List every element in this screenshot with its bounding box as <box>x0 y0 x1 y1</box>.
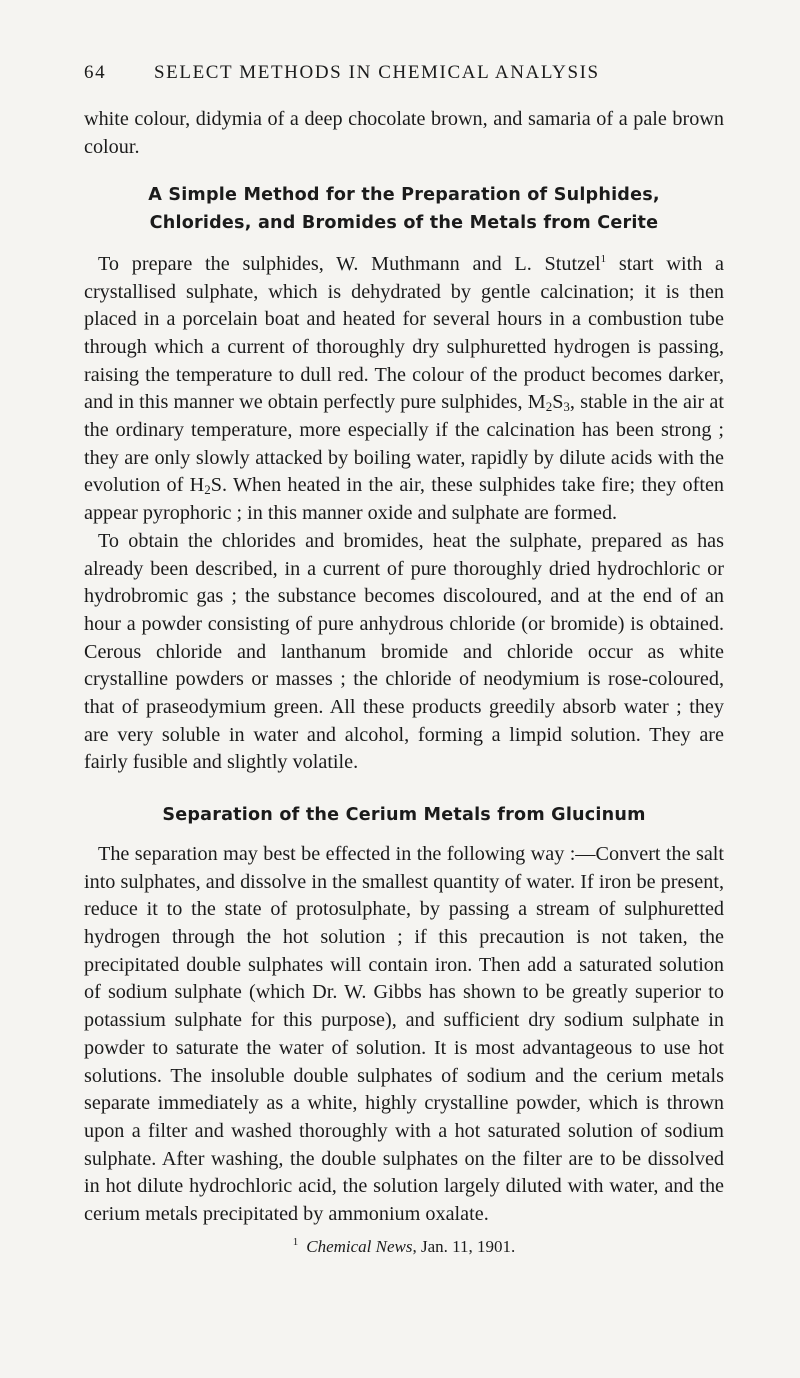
text-run: S. When heated in the air, these sulphides take fire; they often appear pyrophoric ; in this manner oxide and sulphate are formed. <box>84 474 724 525</box>
footnote <box>84 1231 724 1258</box>
section-heading-glucinum: Separation of the Cerium Metals from Glucinum <box>162 805 646 826</box>
intro-paragraph: white colour, didymia of a deep chocolate brown, and samaria of a pale brown colour. <box>84 108 724 158</box>
paragraph-chlorides: To obtain the chlorides and bromides, heat the sulphate, prepared as has already been described, in a current of pure thoroughly dried hydrochloric or hydrobromic gas ; the substance becomes discoloured, and at the end of an hour a powder consisting of pure anhydrous chloride (or bromide) is obtained. Cerous chloride and lanthanum bromide and chloride occur as white crystalline powders or masses ; the chloride of neodymium is rose-coloured, that of praseodymium green. All these products greedily absorb water ; they are very soluble in water and alcohol, forming a limpid solution. They are fairly fusible and slightly volatile. <box>84 529 724 774</box>
text-run: S <box>552 391 564 414</box>
subscript: 3 <box>563 399 570 415</box>
footnote-mark: 1 <box>292 1235 299 1248</box>
text-run: , stable in the air at the ordinary temperature, more especially if the calcination has been strong ; they are only slowly attacked by boiling water, rapidly by dilute acids with the evolution of H <box>84 391 724 497</box>
text-run: To prepare the sulphides, W. Muthmann and L. Stutzel <box>98 252 601 275</box>
subscript: 2 <box>204 482 211 498</box>
section-heading-sulphides <box>84 182 724 237</box>
section-heading-line-2: Chlorides, and Bromides of the Metals from Cerite <box>149 213 659 234</box>
section-heading-line-1: A Simple Method for the Preparation of Sulphides, <box>148 185 660 206</box>
running-head-title: SELECT METHODS IN CHEMICAL ANALYSIS <box>154 62 600 83</box>
footnote-date: , Jan. 11, 1901. <box>412 1236 516 1256</box>
paragraph-separation: The separation may best be effected in the following way :—Convert the salt into sulphates, and dissolve in the smallest quantity of water. If iron be present, reduce it to the state of protosulphate, by passing a stream of sulphuretted hydrogen through the hot solution ; if this precaution is not taken, the precipitated double sulphates will contain iron. Then add a saturated solution of sodium sulphate (which Dr. W. Gibbs has shown to be greatly superior to potassium sulphate for this purpose), and sufficient dry sodium sulphate in powder to saturate the water of solution. It is most advantageous to use hot solutions. The insoluble double sulphates of sodium and the cerium metals separate immediately as a white, highly crystalline powder, which is thrown upon a filter and washed thoroughly with a hot saturated solution of sodium sulphate. After washing, the double sulphates on the filter are to be dissolved in hot dilute hydrochloric acid, the solution largely diluted with water, and the cerium metals precipitated by ammonium oxalate. <box>84 842 724 1226</box>
footnote-journal: Chemical News <box>306 1236 413 1256</box>
footnote-reference: 1 <box>600 252 607 265</box>
page-number: 64 <box>84 62 107 83</box>
book-page <box>84 62 724 1258</box>
paragraph-sulphides <box>84 251 724 528</box>
subscript: 2 <box>545 399 553 415</box>
running-head <box>84 62 724 88</box>
text-run: start with a crystallised sulphate, which is dehydrated by gentle calcination; it is then placed in a porcelain boat and heated for several hours in a combustion tube through which a current of thoroughly dry sulphuretted hydrogen is passing, raising the temperature to dull red. The colour of the product becomes darker, and in this manner we obtain perfectly pure sulphides, M <box>84 252 724 414</box>
